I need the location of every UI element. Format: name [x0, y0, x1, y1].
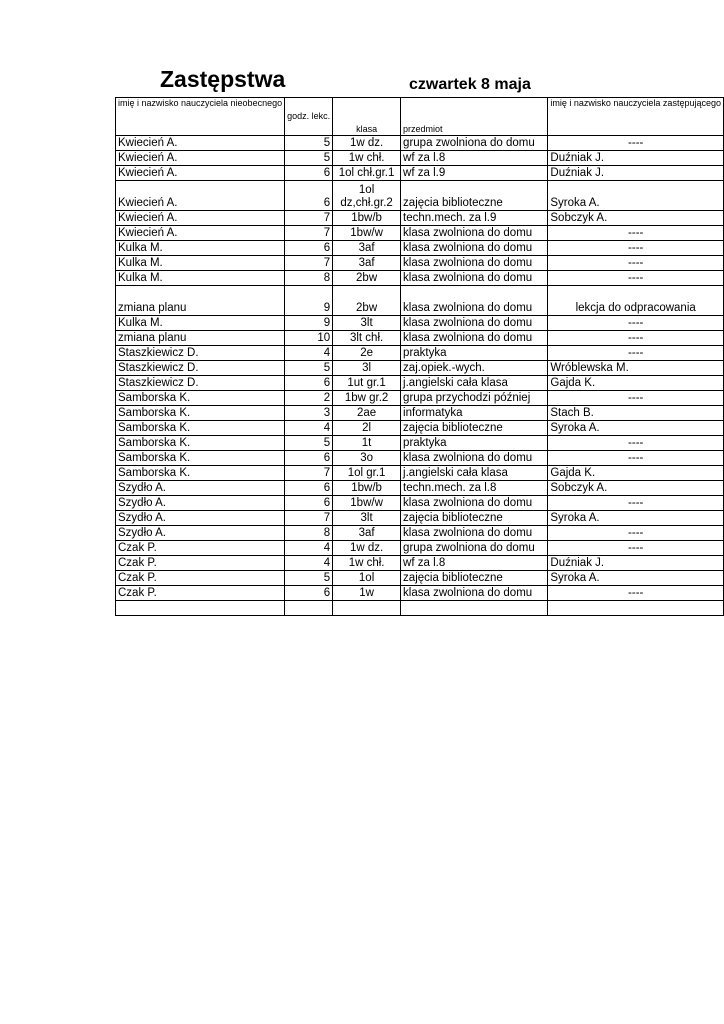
class-cell: 1w chł.: [333, 556, 401, 571]
table-row: [116, 571, 724, 586]
table-row: [116, 226, 724, 241]
table-row: [116, 391, 724, 406]
page-date: czwartek 8 maja: [409, 76, 531, 93]
hour-cell: 5: [285, 571, 333, 586]
absent-teacher-cell: Kulka M.: [116, 271, 285, 286]
table-row: [116, 541, 724, 556]
substitute-teacher-cell: ----: [548, 226, 724, 241]
absent-teacher-cell: Czak P.: [116, 571, 285, 586]
substitute-teacher-cell: ----: [548, 241, 724, 256]
hour-cell: 5: [285, 136, 333, 151]
hour-cell: 6: [285, 451, 333, 466]
class-cell: 3l: [333, 361, 401, 376]
subject-cell: klasa zwolniona do domu: [401, 256, 548, 271]
hour-cell: 8: [285, 271, 333, 286]
absent-teacher-cell: Samborska K.: [116, 466, 285, 481]
absent-teacher-cell: Szydło A.: [116, 496, 285, 511]
header-absent-teacher: imię i nazwisko nauczyciela nieobecnego: [116, 98, 285, 136]
absent-teacher-cell: Kulka M.: [116, 256, 285, 271]
substitute-teacher-cell: Sobczyk A.: [548, 481, 724, 496]
table-row: [116, 256, 724, 271]
class-cell: 2bw: [333, 286, 401, 316]
empty-cell: [116, 601, 285, 616]
hour-cell: 10: [285, 331, 333, 346]
hour-cell: 6: [285, 241, 333, 256]
absent-teacher-cell: Kwiecień A.: [116, 151, 285, 166]
absent-teacher-cell: Samborska K.: [116, 391, 285, 406]
substitute-teacher-cell: Syroka A.: [548, 571, 724, 586]
table-row: [116, 151, 724, 166]
hour-cell: 7: [285, 466, 333, 481]
absent-teacher-cell: Kulka M.: [116, 241, 285, 256]
subject-cell: grupa zwolniona do domu: [401, 541, 548, 556]
table-row: [116, 466, 724, 481]
substitute-teacher-cell: ----: [548, 256, 724, 271]
hour-cell: 7: [285, 511, 333, 526]
absent-teacher-cell: Staszkiewicz D.: [116, 376, 285, 391]
substitute-teacher-cell: ----: [548, 331, 724, 346]
empty-cell: [333, 601, 401, 616]
class-cell: 3lt chł.: [333, 331, 401, 346]
substitute-teacher-cell: Duźniak J.: [548, 556, 724, 571]
subject-cell: j.angielski cała klasa: [401, 466, 548, 481]
substitute-teacher-cell: Syroka A.: [548, 511, 724, 526]
class-cell: 1w dz.: [333, 136, 401, 151]
subject-cell: klasa zwolniona do domu: [401, 316, 548, 331]
subject-cell: wf za l.8: [401, 151, 548, 166]
class-cell: 1t: [333, 436, 401, 451]
subject-cell: klasa zwolniona do domu: [401, 241, 548, 256]
substitute-teacher-cell: Wróblewska M.: [548, 361, 724, 376]
substitute-teacher-cell: ----: [548, 391, 724, 406]
class-cell: 2bw: [333, 271, 401, 286]
absent-teacher-cell: zmiana planu: [116, 331, 285, 346]
absent-teacher-cell: Kwiecień A.: [116, 211, 285, 226]
substitutions-table: [115, 97, 724, 616]
hour-cell: 7: [285, 211, 333, 226]
table-row: [116, 181, 724, 211]
subject-cell: techn.mech. za l.9: [401, 211, 548, 226]
table-row: [116, 556, 724, 571]
hour-cell: 4: [285, 346, 333, 361]
table-row: [116, 211, 724, 226]
class-cell: 1w chł.: [333, 151, 401, 166]
absent-teacher-cell: Szydło A.: [116, 511, 285, 526]
substitute-teacher-cell: ----: [548, 436, 724, 451]
empty-cell: [548, 601, 724, 616]
substitute-teacher-cell: ----: [548, 451, 724, 466]
hour-cell: 5: [285, 151, 333, 166]
subject-cell: klasa zwolniona do domu: [401, 451, 548, 466]
hour-cell: 4: [285, 421, 333, 436]
substitute-teacher-cell: ----: [548, 136, 724, 151]
absent-teacher-cell: Samborska K.: [116, 421, 285, 436]
hour-cell: 2: [285, 391, 333, 406]
class-cell: 2e: [333, 346, 401, 361]
subject-cell: zaj.opiek.-wych.: [401, 361, 548, 376]
substitute-teacher-cell: Duźniak J.: [548, 151, 724, 166]
absent-teacher-cell: Szydło A.: [116, 526, 285, 541]
header-hour: godz. lekc.: [285, 98, 333, 136]
empty-table-row: [116, 601, 724, 616]
table-row: [116, 136, 724, 151]
class-cell: 1ol chł.gr.1: [333, 166, 401, 181]
subject-cell: klasa zwolniona do domu: [401, 226, 548, 241]
class-cell: 1bw gr.2: [333, 391, 401, 406]
hour-cell: 5: [285, 361, 333, 376]
hour-cell: 6: [285, 376, 333, 391]
hour-cell: 6: [285, 166, 333, 181]
class-cell: 1ol dz,chł.gr.2: [333, 181, 401, 211]
subject-cell: techn.mech. za l.8: [401, 481, 548, 496]
table-row: [116, 406, 724, 421]
substitute-teacher-cell: Syroka A.: [548, 181, 724, 211]
absent-teacher-cell: Szydło A.: [116, 481, 285, 496]
table-row: [116, 526, 724, 541]
class-cell: 2l: [333, 421, 401, 436]
hour-cell: 5: [285, 436, 333, 451]
class-cell: 3af: [333, 241, 401, 256]
table-row: [116, 271, 724, 286]
subject-cell: klasa zwolniona do domu: [401, 526, 548, 541]
absent-teacher-cell: Samborska K.: [116, 406, 285, 421]
absent-teacher-cell: Staszkiewicz D.: [116, 361, 285, 376]
class-cell: 1ut gr.1: [333, 376, 401, 391]
subject-cell: grupa przychodzi później: [401, 391, 548, 406]
absent-teacher-cell: Kulka M.: [116, 316, 285, 331]
table-row: [116, 346, 724, 361]
absent-teacher-cell: Staszkiewicz D.: [116, 346, 285, 361]
hour-cell: 6: [285, 586, 333, 601]
hour-cell: 8: [285, 526, 333, 541]
substitute-teacher-cell: ----: [548, 526, 724, 541]
table-header-row: [116, 98, 724, 136]
class-cell: 1ol: [333, 571, 401, 586]
table-row: [116, 166, 724, 181]
hour-cell: 6: [285, 481, 333, 496]
substitute-teacher-cell: Syroka A.: [548, 421, 724, 436]
class-cell: 3af: [333, 256, 401, 271]
absent-teacher-cell: zmiana planu: [116, 286, 285, 316]
subject-cell: klasa zwolniona do domu: [401, 586, 548, 601]
header-subject: przedmiot: [401, 98, 548, 136]
absent-teacher-cell: Kwiecień A.: [116, 181, 285, 211]
class-cell: 1bw/b: [333, 481, 401, 496]
hour-cell: 7: [285, 256, 333, 271]
absent-teacher-cell: Czak P.: [116, 556, 285, 571]
hour-cell: 4: [285, 556, 333, 571]
subject-cell: wf za l.9: [401, 166, 548, 181]
subject-cell: grupa zwolniona do domu: [401, 136, 548, 151]
subject-cell: praktyka: [401, 436, 548, 451]
table-row: [116, 241, 724, 256]
subject-cell: klasa zwolniona do domu: [401, 286, 548, 316]
class-cell: 1w: [333, 586, 401, 601]
subject-cell: zajęcia biblioteczne: [401, 181, 548, 211]
table-row: [116, 436, 724, 451]
class-cell: 1bw/w: [333, 226, 401, 241]
empty-cell: [285, 601, 333, 616]
subject-cell: wf za l.8: [401, 556, 548, 571]
class-cell: 2ae: [333, 406, 401, 421]
page-title: Zastępstwa: [160, 66, 286, 92]
class-cell: 3af: [333, 526, 401, 541]
table-row: [116, 316, 724, 331]
hour-cell: 4: [285, 541, 333, 556]
table-row: [116, 481, 724, 496]
class-cell: 1w dz.: [333, 541, 401, 556]
substitute-teacher-cell: ----: [548, 271, 724, 286]
table-row: [116, 376, 724, 391]
table-row: [116, 586, 724, 601]
absent-teacher-cell: Kwiecień A.: [116, 226, 285, 241]
substitute-teacher-cell: ----: [548, 346, 724, 361]
absent-teacher-cell: Kwiecień A.: [116, 136, 285, 151]
subject-cell: j.angielski cała klasa: [401, 376, 548, 391]
absent-teacher-cell: Samborska K.: [116, 436, 285, 451]
table-row: [116, 451, 724, 466]
substitute-teacher-cell: ----: [548, 586, 724, 601]
hour-cell: 9: [285, 316, 333, 331]
substitute-teacher-cell: lekcja do odpracowania: [548, 286, 724, 316]
substitute-teacher-cell: Sobczyk A.: [548, 211, 724, 226]
substitute-teacher-cell: ----: [548, 496, 724, 511]
hour-cell: 7: [285, 226, 333, 241]
substitute-teacher-cell: Gajda K.: [548, 466, 724, 481]
absent-teacher-cell: Czak P.: [116, 586, 285, 601]
table-row: [116, 361, 724, 376]
subject-cell: zajęcia biblioteczne: [401, 421, 548, 436]
class-cell: 3o: [333, 451, 401, 466]
table-row: [116, 511, 724, 526]
subject-cell: informatyka: [401, 406, 548, 421]
subject-cell: zajęcia biblioteczne: [401, 511, 548, 526]
subject-cell: klasa zwolniona do domu: [401, 496, 548, 511]
class-cell: 3lt: [333, 511, 401, 526]
substitute-teacher-cell: ----: [548, 541, 724, 556]
hour-cell: 3: [285, 406, 333, 421]
subject-cell: klasa zwolniona do domu: [401, 331, 548, 346]
hour-cell: 6: [285, 181, 333, 211]
hour-cell: 9: [285, 286, 333, 316]
header-substitute-teacher: imię i nazwisko nauczyciela zastępującego: [548, 98, 724, 136]
table-row: [116, 421, 724, 436]
subject-cell: klasa zwolniona do domu: [401, 271, 548, 286]
subject-cell: zajęcia biblioteczne: [401, 571, 548, 586]
header-class: klasa: [333, 98, 401, 136]
hour-cell: 6: [285, 496, 333, 511]
table-row: [116, 496, 724, 511]
empty-cell: [401, 601, 548, 616]
substitute-teacher-cell: Stach B.: [548, 406, 724, 421]
class-cell: 1bw/w: [333, 496, 401, 511]
substitute-teacher-cell: Duźniak J.: [548, 166, 724, 181]
subject-cell: praktyka: [401, 346, 548, 361]
class-cell: 1bw/b: [333, 211, 401, 226]
absent-teacher-cell: Czak P.: [116, 541, 285, 556]
substitute-teacher-cell: ----: [548, 316, 724, 331]
substitute-teacher-cell: Gajda K.: [548, 376, 724, 391]
table-row: [116, 286, 724, 316]
absent-teacher-cell: Samborska K.: [116, 451, 285, 466]
class-cell: 3lt: [333, 316, 401, 331]
absent-teacher-cell: Kwiecień A.: [116, 166, 285, 181]
class-cell: 1ol gr.1: [333, 466, 401, 481]
table-row: [116, 331, 724, 346]
